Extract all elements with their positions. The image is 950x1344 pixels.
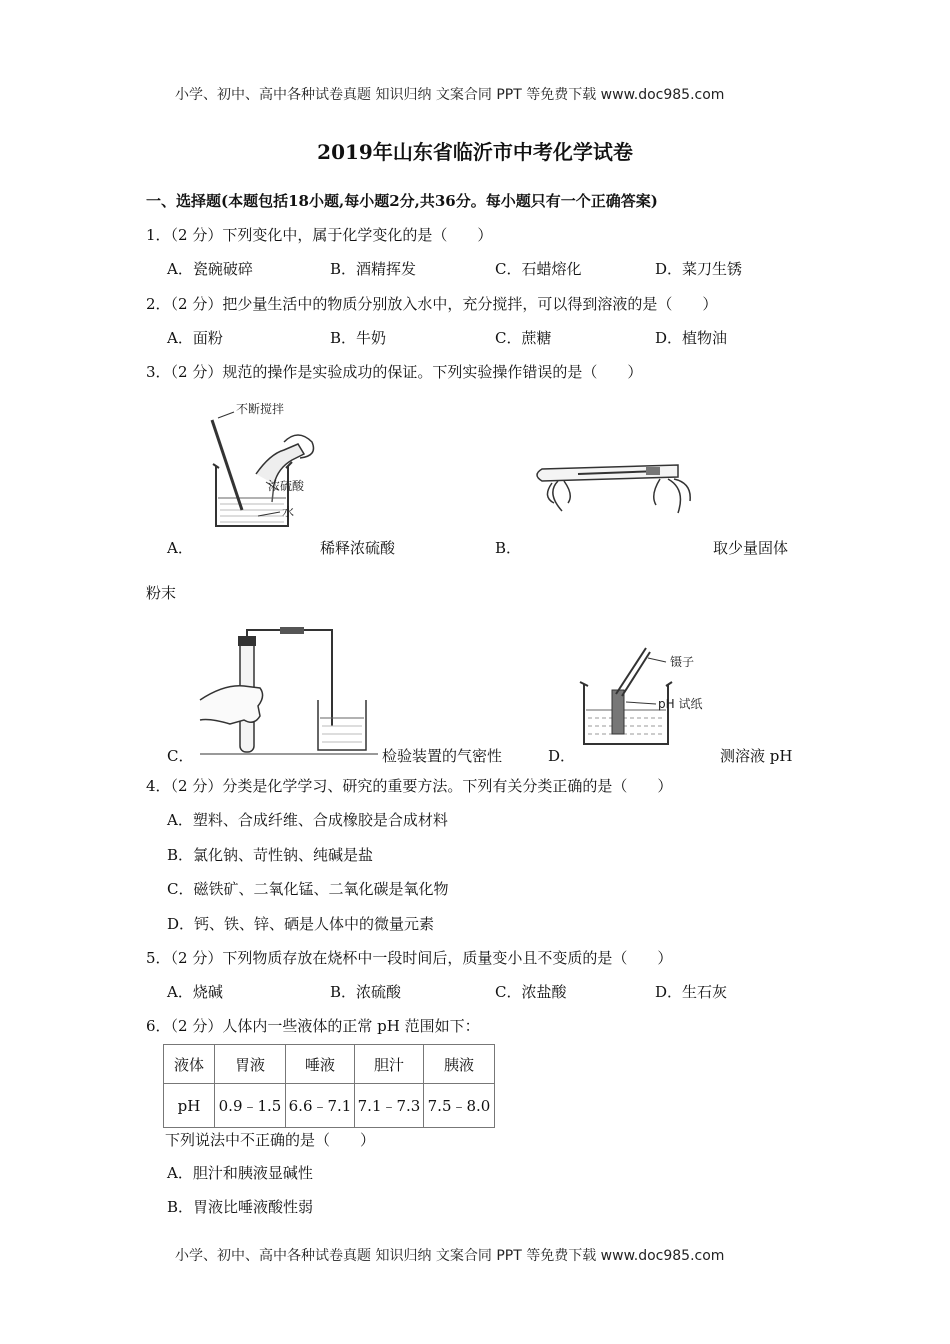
figure-d-ph-test <box>578 644 728 754</box>
figure-c-airtightness <box>200 626 380 756</box>
q2-option-a: A．面粉 <box>167 329 223 347</box>
ph-table-cell: 胰液 <box>424 1045 495 1084</box>
page-header: 小学、初中、高中各种试卷真题 知识归纳 文案合同 PPT 等免费下载 www.doc985.com <box>175 87 725 103</box>
q6-option-a: A．胆汁和胰液显碱性 <box>167 1164 313 1182</box>
question-2-stem: 2．（2 分）把少量生活中的物质分别放入水中，充分搅拌，可以得到溶液的是（ ） <box>146 295 718 313</box>
q6-prompt: 下列说法中不正确的是（ ） <box>165 1131 376 1149</box>
q1-option-d: D．菜刀生锈 <box>655 260 743 278</box>
q3-option-c-text: 检验装置的气密性 <box>382 747 503 765</box>
q1-option-a: A．瓷碗破碎 <box>167 260 253 278</box>
ph-table-cell: 6.6﹣7.1 <box>286 1084 355 1128</box>
fig-a-label-water: 水 <box>282 505 295 519</box>
q6-option-b: B．胃液比唾液酸性弱 <box>167 1198 314 1216</box>
q3-option-a-letter: A． <box>167 539 193 557</box>
ph-table-cell: 液体 <box>164 1045 215 1084</box>
fig-d-label-tweezers: 镊子 <box>670 655 695 669</box>
ph-table-header-row <box>164 1045 495 1084</box>
ph-table-cell: 7.1﹣7.3 <box>355 1084 424 1128</box>
fig-d-label-ph-paper: pH 试纸 <box>658 697 703 711</box>
ph-table-cell: pH <box>164 1084 215 1128</box>
q2-option-d: D．植物油 <box>655 329 728 347</box>
fig-a-label-stir: 不断搅拌 <box>236 402 285 416</box>
q4-option-b: B．氯化钠、苛性钠、纯碱是盐 <box>167 846 374 864</box>
question-3-stem: 3．（2 分）规范的操作是实验成功的保证。下列实验操作错误的是（ ） <box>146 363 643 381</box>
ph-table-value-row <box>164 1084 495 1128</box>
page-title: 2019年山东省临沂市中考化学试卷 <box>317 140 633 164</box>
q3-option-b-letter: B． <box>495 539 522 557</box>
ph-table <box>163 1044 495 1128</box>
figure-b-solid-powder <box>528 443 698 518</box>
ph-table-cell: 胃液 <box>215 1045 286 1084</box>
q5-option-b: B．浓硫酸 <box>330 983 402 1001</box>
fig-a-label-acid: 浓硫酸 <box>268 479 305 493</box>
q4-option-a: A．塑料、合成纤维、合成橡胶是合成材料 <box>167 811 448 829</box>
ph-table-cell: 唾液 <box>286 1045 355 1084</box>
ph-table-cell: 0.9﹣1.5 <box>215 1084 286 1128</box>
q3-option-d-letter: D． <box>548 747 576 765</box>
q5-option-c: C．浓盐酸 <box>495 983 567 1001</box>
figure-a-dilute-acid <box>200 398 320 533</box>
q3-option-b-text: 取少量固体 <box>713 539 789 557</box>
ph-table-cell: 胆汁 <box>355 1045 424 1084</box>
question-5-stem: 5．（2 分）下列物质存放在烧杯中一段时间后，质量变小且不变质的是（ ） <box>146 949 673 967</box>
q1-option-c: C．石蜡熔化 <box>495 260 582 278</box>
q3-option-b-wrap: 粉末 <box>146 584 177 602</box>
q3-option-d-text: 测溶液 pH <box>720 747 793 765</box>
q5-option-d: D．生石灰 <box>655 983 728 1001</box>
q4-option-d: D．钙、铁、锌、硒是人体中的微量元素 <box>167 915 435 933</box>
q3-option-c-letter: C． <box>167 747 194 765</box>
q2-option-b: B．牛奶 <box>330 329 387 347</box>
section-heading: 一、选择题(本题包括18小题,每小题2分,共36分。每小题只有一个正确答案) <box>146 192 658 210</box>
question-6-stem: 6．（2 分）人体内一些液体的正常 pH 范围如下： <box>146 1017 480 1035</box>
q4-option-c: C．磁铁矿、二氧化锰、二氧化碳是氧化物 <box>167 880 449 898</box>
question-1-stem: 1．（2 分）下列变化中，属于化学变化的是（ ） <box>146 226 493 244</box>
q2-option-c: C．蔗糖 <box>495 329 552 347</box>
q5-option-a: A．烧碱 <box>167 983 223 1001</box>
ph-table-cell: 7.5﹣8.0 <box>424 1084 495 1128</box>
page-footer: 小学、初中、高中各种试卷真题 知识归纳 文案合同 PPT 等免费下载 www.doc985.com <box>175 1248 725 1264</box>
q3-option-a-text: 稀释浓硫酸 <box>320 539 396 557</box>
question-4-stem: 4．（2 分）分类是化学学习、研究的重要方法。下列有关分类正确的是（ ） <box>146 777 673 795</box>
q1-option-b: B．酒精挥发 <box>330 260 417 278</box>
